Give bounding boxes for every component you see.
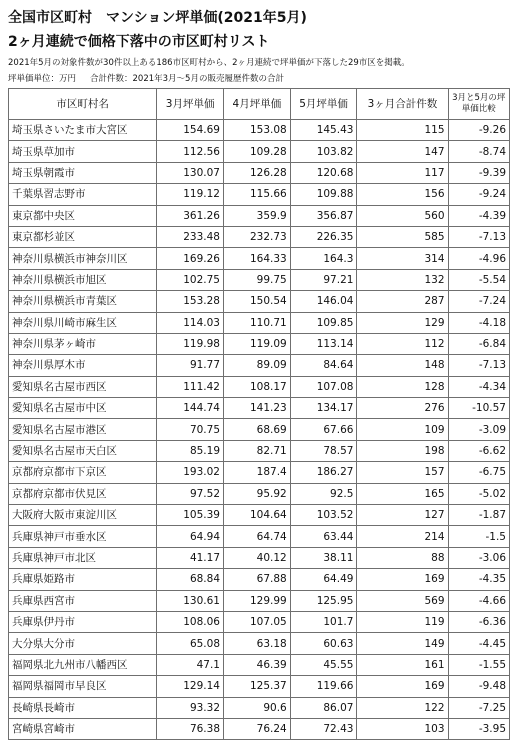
comparison-cell: -6.62 [448, 440, 509, 461]
march-price-cell: 105.39 [157, 505, 224, 526]
march-price-cell: 130.61 [157, 590, 224, 611]
header-municipality: 市区町村名 [9, 89, 157, 120]
may-price-cell: 63.44 [290, 526, 357, 547]
comparison-cell: -1.55 [448, 654, 509, 675]
april-price-cell: 153.08 [224, 120, 291, 141]
march-price-cell: 41.17 [157, 547, 224, 568]
total-count-cell: 560 [357, 205, 448, 226]
table-row [9, 440, 510, 461]
april-price-cell: 150.54 [224, 291, 291, 312]
municipality-cell: 埼玉県さいたま市大宮区 [9, 120, 157, 141]
march-price-cell: 153.28 [157, 291, 224, 312]
april-price-cell: 110.71 [224, 312, 291, 333]
comparison-cell: -3.06 [448, 547, 509, 568]
comparison-cell: -1.87 [448, 505, 509, 526]
april-price-cell: 115.66 [224, 184, 291, 205]
april-price-cell: 108.17 [224, 376, 291, 397]
may-price-cell: 186.27 [290, 462, 357, 483]
may-price-cell: 109.85 [290, 312, 357, 333]
march-price-cell: 108.06 [157, 611, 224, 632]
table-row [9, 462, 510, 483]
description-note: 2021年5月の対象件数が30件以上ある186市区町村から、2ヶ月連続で坪単価が下落した29市区を掲載。 [8, 58, 410, 68]
april-price-cell: 125.37 [224, 676, 291, 697]
total-count-cell: 198 [357, 440, 448, 461]
april-price-cell: 104.64 [224, 505, 291, 526]
table-row [9, 120, 510, 141]
total-count-cell: 115 [357, 120, 448, 141]
total-count-cell: 147 [357, 141, 448, 162]
comparison-cell: -3.95 [448, 718, 509, 739]
total-count-cell: 122 [357, 697, 448, 718]
municipality-cell: 福岡県北九州市八幡西区 [9, 654, 157, 675]
april-price-cell: 107.05 [224, 611, 291, 632]
april-price-cell: 359.9 [224, 205, 291, 226]
price-table [8, 88, 510, 740]
municipality-cell: 神奈川県茅ヶ崎市 [9, 333, 157, 354]
march-price-cell: 76.38 [157, 718, 224, 739]
table-row [9, 547, 510, 568]
count-label: 合計件数：2021年3月～5月の販売履歴件数の合計 [90, 74, 284, 84]
table-row [9, 355, 510, 376]
may-price-cell: 72.43 [290, 718, 357, 739]
april-price-cell: 82.71 [224, 440, 291, 461]
comparison-cell: -9.48 [448, 676, 509, 697]
municipality-cell: 神奈川県横浜市旭区 [9, 269, 157, 290]
comparison-cell: -1.5 [448, 526, 509, 547]
total-count-cell: 165 [357, 483, 448, 504]
municipality-cell: 神奈川県横浜市神奈川区 [9, 248, 157, 269]
march-price-cell: 193.02 [157, 462, 224, 483]
municipality-cell: 神奈川県横浜市青葉区 [9, 291, 157, 312]
march-price-cell: 169.26 [157, 248, 224, 269]
table-row [9, 312, 510, 333]
table-row [9, 697, 510, 718]
table-row [9, 611, 510, 632]
comparison-cell: -7.13 [448, 226, 509, 247]
municipality-cell: 愛知県名古屋市西区 [9, 376, 157, 397]
may-price-cell: 107.08 [290, 376, 357, 397]
total-count-cell: 112 [357, 333, 448, 354]
header-comparison: 3月と5月の坪単価比較 [448, 89, 509, 120]
may-price-cell: 64.49 [290, 569, 357, 590]
municipality-cell: 兵庫県伊丹市 [9, 611, 157, 632]
april-price-cell: 64.74 [224, 526, 291, 547]
total-count-cell: 88 [357, 547, 448, 568]
table-row [9, 184, 510, 205]
total-count-cell: 129 [357, 312, 448, 333]
table-row [9, 419, 510, 440]
total-count-cell: 157 [357, 462, 448, 483]
may-price-cell: 226.35 [290, 226, 357, 247]
march-price-cell: 64.94 [157, 526, 224, 547]
table-row [9, 291, 510, 312]
total-count-cell: 103 [357, 718, 448, 739]
march-price-cell: 111.42 [157, 376, 224, 397]
municipality-cell: 埼玉県朝霞市 [9, 162, 157, 183]
comparison-cell: -5.02 [448, 483, 509, 504]
total-count-cell: 128 [357, 376, 448, 397]
comparison-cell: -4.39 [448, 205, 509, 226]
total-count-cell: 169 [357, 569, 448, 590]
total-count-cell: 117 [357, 162, 448, 183]
municipality-cell: 千葉県習志野市 [9, 184, 157, 205]
march-price-cell: 97.52 [157, 483, 224, 504]
comparison-cell: -4.18 [448, 312, 509, 333]
total-count-cell: 148 [357, 355, 448, 376]
may-price-cell: 38.11 [290, 547, 357, 568]
municipality-cell: 愛知県名古屋市港区 [9, 419, 157, 440]
may-price-cell: 119.66 [290, 676, 357, 697]
table-row [9, 676, 510, 697]
may-price-cell: 45.55 [290, 654, 357, 675]
total-count-cell: 149 [357, 633, 448, 654]
comparison-cell: -9.24 [448, 184, 509, 205]
table-row [9, 718, 510, 739]
may-price-cell: 109.88 [290, 184, 357, 205]
april-price-cell: 187.4 [224, 462, 291, 483]
table-row [9, 205, 510, 226]
municipality-cell: 神奈川県川崎市麻生区 [9, 312, 157, 333]
table-row [9, 526, 510, 547]
header-april-price: 4月坪単価 [224, 89, 291, 120]
table-row [9, 569, 510, 590]
table-row [9, 333, 510, 354]
april-price-cell: 129.99 [224, 590, 291, 611]
municipality-cell: 福岡県福岡市早良区 [9, 676, 157, 697]
municipality-cell: 宮崎県宮崎市 [9, 718, 157, 739]
march-price-cell: 129.14 [157, 676, 224, 697]
comparison-cell: -7.24 [448, 291, 509, 312]
total-count-cell: 169 [357, 676, 448, 697]
comparison-cell: -7.13 [448, 355, 509, 376]
total-count-cell: 127 [357, 505, 448, 526]
march-price-cell: 65.08 [157, 633, 224, 654]
march-price-cell: 102.75 [157, 269, 224, 290]
municipality-cell: 長崎県長崎市 [9, 697, 157, 718]
april-price-cell: 119.09 [224, 333, 291, 354]
total-count-cell: 132 [357, 269, 448, 290]
table-row [9, 141, 510, 162]
may-price-cell: 103.52 [290, 505, 357, 526]
april-price-cell: 89.09 [224, 355, 291, 376]
april-price-cell: 40.12 [224, 547, 291, 568]
comparison-cell: -6.75 [448, 462, 509, 483]
comparison-cell: -4.34 [448, 376, 509, 397]
april-price-cell: 141.23 [224, 398, 291, 419]
march-price-cell: 130.07 [157, 162, 224, 183]
comparison-cell: -5.54 [448, 269, 509, 290]
may-price-cell: 145.43 [290, 120, 357, 141]
total-count-cell: 276 [357, 398, 448, 419]
comparison-cell: -9.39 [448, 162, 509, 183]
march-price-cell: 47.1 [157, 654, 224, 675]
may-price-cell: 78.57 [290, 440, 357, 461]
may-price-cell: 125.95 [290, 590, 357, 611]
municipality-cell: 兵庫県神戸市北区 [9, 547, 157, 568]
march-price-cell: 361.26 [157, 205, 224, 226]
may-price-cell: 86.07 [290, 697, 357, 718]
municipality-cell: 京都府京都市伏見区 [9, 483, 157, 504]
comparison-cell: -7.25 [448, 697, 509, 718]
municipality-cell: 京都府京都市下京区 [9, 462, 157, 483]
table-row [9, 162, 510, 183]
page-subtitle: 2ヶ月連続で価格下落中の市区町村リスト [8, 34, 270, 50]
may-price-cell: 103.82 [290, 141, 357, 162]
may-price-cell: 146.04 [290, 291, 357, 312]
april-price-cell: 90.6 [224, 697, 291, 718]
may-price-cell: 92.5 [290, 483, 357, 504]
comparison-cell: -9.26 [448, 120, 509, 141]
total-count-cell: 161 [357, 654, 448, 675]
comparison-cell: -6.84 [448, 333, 509, 354]
april-price-cell: 95.92 [224, 483, 291, 504]
april-price-cell: 68.69 [224, 419, 291, 440]
unit-note [8, 72, 284, 84]
table-row [9, 505, 510, 526]
april-price-cell: 76.24 [224, 718, 291, 739]
unit-label: 坪単価単位：万円 [8, 74, 77, 84]
page-title: 全国市区町村 マンション坪単価(2021年5月) [8, 10, 307, 26]
comparison-cell: -6.36 [448, 611, 509, 632]
table-row [9, 633, 510, 654]
table-row [9, 590, 510, 611]
municipality-cell: 東京都中央区 [9, 205, 157, 226]
total-count-cell: 314 [357, 248, 448, 269]
municipality-cell: 兵庫県神戸市垂水区 [9, 526, 157, 547]
total-count-cell: 287 [357, 291, 448, 312]
may-price-cell: 67.66 [290, 419, 357, 440]
table-row [9, 269, 510, 290]
municipality-cell: 埼玉県草加市 [9, 141, 157, 162]
municipality-cell: 東京都杉並区 [9, 226, 157, 247]
total-count-cell: 109 [357, 419, 448, 440]
may-price-cell: 134.17 [290, 398, 357, 419]
table-row [9, 226, 510, 247]
header-march-price: 3月坪単価 [157, 89, 224, 120]
april-price-cell: 99.75 [224, 269, 291, 290]
comparison-cell: -3.09 [448, 419, 509, 440]
april-price-cell: 63.18 [224, 633, 291, 654]
municipality-cell: 神奈川県厚木市 [9, 355, 157, 376]
total-count-cell: 156 [357, 184, 448, 205]
municipality-cell: 兵庫県姫路市 [9, 569, 157, 590]
table-row [9, 654, 510, 675]
comparison-cell: -4.35 [448, 569, 509, 590]
may-price-cell: 97.21 [290, 269, 357, 290]
may-price-cell: 120.68 [290, 162, 357, 183]
comparison-cell: -10.57 [448, 398, 509, 419]
march-price-cell: 119.98 [157, 333, 224, 354]
march-price-cell: 91.77 [157, 355, 224, 376]
march-price-cell: 93.32 [157, 697, 224, 718]
municipality-cell: 兵庫県西宮市 [9, 590, 157, 611]
april-price-cell: 164.33 [224, 248, 291, 269]
municipality-cell: 愛知県名古屋市中区 [9, 398, 157, 419]
total-count-cell: 569 [357, 590, 448, 611]
table-header-row [9, 89, 510, 120]
table-body [9, 120, 510, 740]
march-price-cell: 144.74 [157, 398, 224, 419]
municipality-cell: 大分県大分市 [9, 633, 157, 654]
comparison-cell: -4.66 [448, 590, 509, 611]
may-price-cell: 84.64 [290, 355, 357, 376]
total-count-cell: 585 [357, 226, 448, 247]
table-row [9, 483, 510, 504]
april-price-cell: 46.39 [224, 654, 291, 675]
may-price-cell: 60.63 [290, 633, 357, 654]
march-price-cell: 112.56 [157, 141, 224, 162]
may-price-cell: 101.7 [290, 611, 357, 632]
april-price-cell: 126.28 [224, 162, 291, 183]
comparison-cell: -8.74 [448, 141, 509, 162]
march-price-cell: 85.19 [157, 440, 224, 461]
march-price-cell: 233.48 [157, 226, 224, 247]
april-price-cell: 232.73 [224, 226, 291, 247]
may-price-cell: 113.14 [290, 333, 357, 354]
march-price-cell: 119.12 [157, 184, 224, 205]
april-price-cell: 109.28 [224, 141, 291, 162]
total-count-cell: 119 [357, 611, 448, 632]
header-total-count: 3ヶ月合計件数 [357, 89, 448, 120]
table-row [9, 398, 510, 419]
may-price-cell: 164.3 [290, 248, 357, 269]
total-count-cell: 214 [357, 526, 448, 547]
april-price-cell: 67.88 [224, 569, 291, 590]
march-price-cell: 70.75 [157, 419, 224, 440]
table-row [9, 376, 510, 397]
march-price-cell: 154.69 [157, 120, 224, 141]
march-price-cell: 114.03 [157, 312, 224, 333]
comparison-cell: -4.96 [448, 248, 509, 269]
may-price-cell: 356.87 [290, 205, 357, 226]
comparison-cell: -4.45 [448, 633, 509, 654]
march-price-cell: 68.84 [157, 569, 224, 590]
header-may-price: 5月坪単価 [290, 89, 357, 120]
table-row [9, 248, 510, 269]
municipality-cell: 愛知県名古屋市天白区 [9, 440, 157, 461]
municipality-cell: 大阪府大阪市東淀川区 [9, 505, 157, 526]
